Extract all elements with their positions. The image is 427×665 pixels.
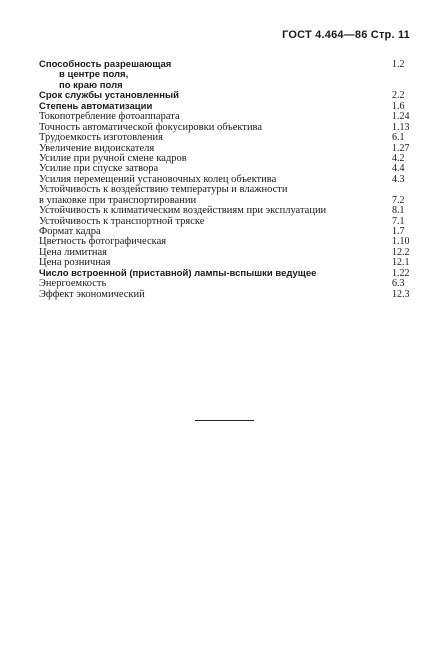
index-ref: 1.22: [392, 267, 410, 279]
index-ref: 7.1: [392, 215, 405, 227]
index-term: Токопотребление фотоаппарата: [39, 111, 180, 123]
index-term: Число встроенной (приставной) лампы-вспышки ведущее: [39, 267, 317, 279]
index-term: Цена розничная: [39, 257, 111, 269]
index-term: Устойчивость к воздействию температуры и влажности: [39, 184, 288, 196]
index-term: Эффект экономический: [39, 288, 145, 300]
index-ref: 4.4: [392, 163, 405, 175]
index-ref: 4.2: [392, 152, 405, 164]
index-term: Степень автоматизации: [39, 100, 153, 112]
index-entry: [39, 132, 405, 144]
index-ref: 1.24: [392, 111, 410, 123]
index-ref: 12.2: [392, 246, 410, 258]
index-ref: 1.13: [392, 121, 410, 133]
index-term: по краю поля: [59, 79, 123, 91]
index-ref: 4.3: [392, 173, 405, 185]
index-ref: 12.3: [392, 288, 410, 300]
index-term: Увеличение видоискателя: [39, 142, 155, 154]
index-ref: 8.1: [392, 205, 405, 217]
index-ref: 2.2: [392, 90, 405, 102]
index-ref: 1.6: [392, 100, 405, 112]
index-ref: 1.10: [392, 236, 410, 248]
index-entry: [39, 288, 410, 300]
index-entry: [39, 205, 405, 217]
index-term: в упаковке при транспортировании: [39, 194, 197, 206]
index-ref: 6.3: [392, 278, 405, 290]
index-term: Устойчивость к климатическим воздействиям при эксплуатации: [39, 205, 327, 217]
page-header: ГОСТ 4.464—86 Стр. 11: [282, 29, 410, 41]
index-term: Точность автоматической фокусировки объектива: [39, 121, 263, 133]
index-ref: 7.2: [392, 194, 405, 206]
index-term: Формат кадра: [39, 226, 101, 237]
index-term: Устойчивость к транспортной тряске: [39, 215, 205, 227]
index-term: в центре поля,: [59, 69, 129, 81]
index-term: Усилие при ручной смене кадров: [39, 152, 187, 164]
index-ref: 12.1: [392, 257, 410, 269]
index-term: Цена лимитная: [39, 246, 107, 258]
index-ref: 1.27: [392, 142, 410, 154]
index-ref: 1.7: [392, 226, 405, 237]
closing-rule: [195, 420, 254, 421]
index-term: Усилия перемещений установочных колец объектива: [39, 173, 277, 185]
index-term: Усилие при спуске затвора: [39, 163, 159, 175]
index-term: Цветность фотографическая: [39, 236, 167, 248]
index-term: Энергоемкость: [39, 278, 107, 290]
index-ref: 1.2: [392, 59, 405, 70]
index-ref: 6.1: [392, 132, 405, 144]
subject-index: [39, 59, 410, 300]
index-term: Способность разрешающая: [39, 59, 172, 70]
index-term: Трудоемкость изготовления: [39, 132, 163, 144]
index-term: Срок службы установленный: [39, 90, 179, 102]
